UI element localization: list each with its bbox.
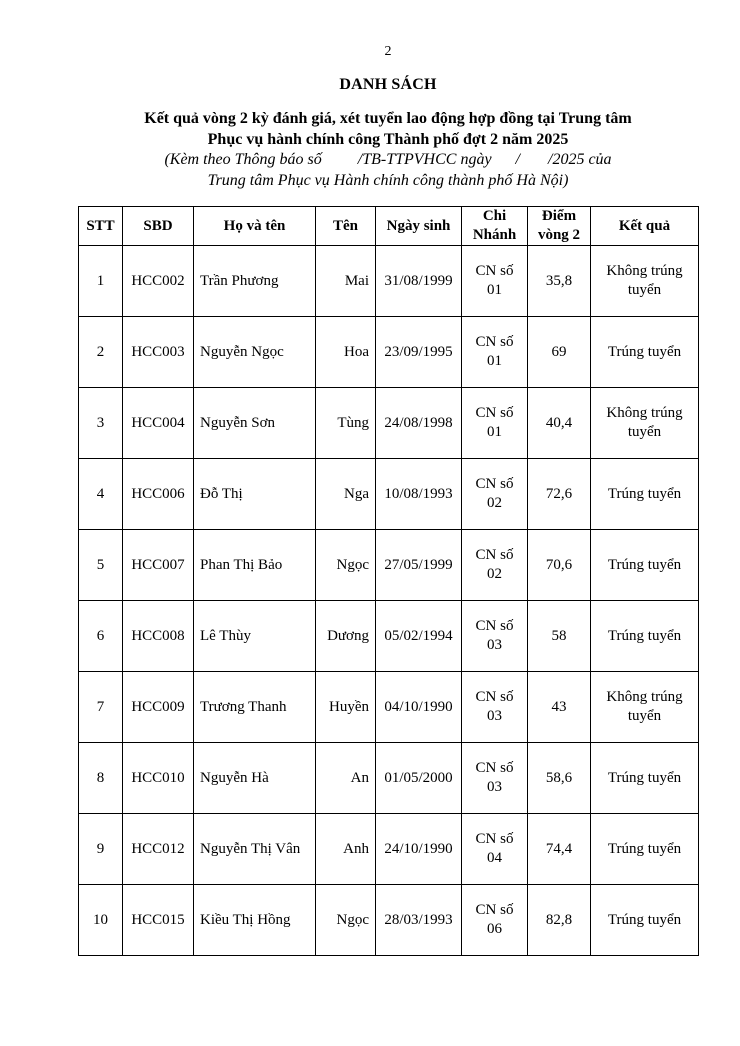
cell-sbd	[123, 601, 194, 672]
cell-chi-nhanh-text: 04	[487, 850, 502, 866]
cell-ho-va-ten	[194, 459, 316, 530]
cell-ngay-sinh-text: 31/08/1999	[384, 272, 453, 289]
cell-ngay-sinh	[376, 885, 462, 956]
cell-diem-vong-2-text: 74,4	[545, 840, 573, 857]
cell-sbd-text: HCC004	[131, 414, 185, 431]
document-subtitle	[40, 108, 736, 150]
cell-ngay-sinh	[376, 601, 462, 672]
cell-ho-va-ten	[194, 885, 316, 956]
cell-ten	[316, 885, 376, 956]
cell-chi-nhanh-text: 03	[487, 637, 502, 653]
cell-chi-nhanh-text: 02	[487, 566, 502, 582]
cell-ket-qua-text: Trúng tuyển	[607, 343, 682, 360]
document-title: DANH SÁCH	[339, 76, 437, 93]
cell-sbd-text: HCC012	[131, 840, 185, 857]
cell-ngay-sinh-text: 04/10/1990	[384, 698, 453, 715]
cell-ho-va-ten-text: Trương Thanh	[200, 698, 287, 715]
cell-ngay-sinh	[376, 388, 462, 459]
cell-ket-qua	[591, 530, 699, 601]
cell-ho-va-ten	[194, 814, 316, 885]
cell-ket-qua	[591, 317, 699, 388]
cell-chi-nhanh	[462, 246, 528, 317]
cell-chi-nhanh-text: 03	[487, 708, 502, 724]
cell-sbd-text: HCC007	[131, 556, 185, 573]
cell-stt	[79, 814, 123, 885]
cell-diem-vong-2-text: 58	[551, 627, 567, 644]
cell-sbd-text: HCC006	[131, 485, 185, 502]
cell-chi-nhanh	[462, 743, 528, 814]
header-ten: Tên	[316, 207, 376, 246]
cell-stt-text: 2	[96, 343, 105, 360]
cell-ten	[316, 601, 376, 672]
cell-chi-nhanh-text: CN số	[475, 405, 514, 421]
table-header-row	[79, 207, 699, 246]
cell-diem-vong-2	[528, 317, 591, 388]
cell-chi-nhanh-text: CN số	[475, 263, 514, 279]
cell-ngay-sinh-text: 05/02/1994	[384, 627, 453, 644]
attachment-note	[40, 149, 736, 191]
cell-ten	[316, 459, 376, 530]
table-row	[79, 317, 699, 388]
attachment-line-1: (Kèm theo Thông báo số /TB-TTPVHCC ngày / /2025 của	[164, 151, 612, 168]
cell-diem-vong-2-text: 40,4	[545, 414, 573, 431]
cell-stt-text: 9	[96, 840, 105, 857]
cell-sbd-text: HCC010	[131, 769, 185, 786]
cell-ho-va-ten	[194, 530, 316, 601]
cell-diem-vong-2-text: 35,8	[545, 272, 573, 289]
cell-sbd	[123, 317, 194, 388]
cell-ket-qua-text: tuyển	[627, 708, 662, 724]
cell-chi-nhanh-text: CN số	[475, 334, 514, 350]
cell-ket-qua	[591, 672, 699, 743]
attachment-line-2: Trung tâm Phục vụ Hành chính công thành phố Hà Nội)	[207, 172, 569, 189]
cell-stt-text: 8	[96, 769, 105, 786]
cell-ngay-sinh-text: 28/03/1993	[384, 911, 453, 928]
cell-stt	[79, 388, 123, 459]
cell-chi-nhanh	[462, 814, 528, 885]
cell-ngay-sinh-text: 10/08/1993	[384, 485, 453, 502]
cell-chi-nhanh-text: 02	[487, 495, 502, 511]
cell-diem-vong-2	[528, 743, 591, 814]
cell-ket-qua-text: tuyển	[627, 282, 662, 298]
cell-ket-qua-text: Trúng tuyển	[607, 769, 682, 786]
cell-ket-qua-text: Trúng tuyển	[607, 556, 682, 573]
cell-chi-nhanh	[462, 601, 528, 672]
header-ho-va-ten: Họ và tên	[194, 207, 316, 246]
cell-ket-qua	[591, 814, 699, 885]
cell-sbd	[123, 885, 194, 956]
header-stt: STT	[79, 207, 123, 246]
cell-chi-nhanh-text: CN số	[475, 831, 514, 847]
cell-ho-va-ten	[194, 246, 316, 317]
cell-ten-text: Anh	[343, 840, 369, 857]
cell-ngay-sinh	[376, 530, 462, 601]
cell-chi-nhanh	[462, 885, 528, 956]
results-table	[78, 206, 699, 956]
cell-sbd-text: HCC008	[131, 627, 185, 644]
cell-chi-nhanh-text: 06	[487, 921, 502, 937]
cell-sbd-text: HCC002	[131, 272, 185, 289]
cell-sbd-text: HCC015	[131, 911, 185, 928]
cell-ngay-sinh-text: 01/05/2000	[384, 769, 453, 786]
cell-ket-qua	[591, 388, 699, 459]
cell-sbd	[123, 743, 194, 814]
cell-ho-va-ten	[194, 317, 316, 388]
cell-stt-text: 10	[93, 911, 108, 928]
cell-ho-va-ten-text: Lê Thùy	[200, 627, 251, 644]
cell-sbd-text: HCC009	[131, 698, 185, 715]
cell-stt	[79, 317, 123, 388]
cell-stt-text: 7	[96, 698, 105, 715]
cell-stt-text: 4	[96, 485, 105, 502]
cell-ket-qua-text: Trúng tuyển	[607, 840, 682, 857]
cell-diem-vong-2	[528, 246, 591, 317]
cell-chi-nhanh	[462, 530, 528, 601]
cell-ho-va-ten-text: Nguyễn Sơn	[200, 414, 276, 431]
cell-ho-va-ten-text: Trần Phương	[200, 272, 279, 289]
cell-diem-vong-2	[528, 672, 591, 743]
cell-sbd	[123, 459, 194, 530]
cell-diem-vong-2-text: 70,6	[545, 556, 573, 573]
cell-ket-qua-text: Trúng tuyển	[607, 911, 682, 928]
cell-stt	[79, 246, 123, 317]
cell-diem-vong-2	[528, 601, 591, 672]
cell-ket-qua	[591, 743, 699, 814]
cell-ho-va-ten	[194, 672, 316, 743]
cell-chi-nhanh-text: 01	[487, 424, 502, 440]
cell-stt	[79, 743, 123, 814]
cell-diem-vong-2-text: 69	[551, 343, 567, 360]
cell-ket-qua-text: Trúng tuyển	[607, 485, 682, 502]
cell-diem-vong-2	[528, 885, 591, 956]
cell-chi-nhanh-text: 03	[487, 779, 502, 795]
cell-ket-qua-text: Trúng tuyển	[607, 627, 682, 644]
cell-ten-text: Dương	[327, 627, 369, 644]
cell-ho-va-ten-text: Nguyễn Ngọc	[200, 343, 284, 360]
cell-stt-text: 3	[96, 414, 105, 431]
cell-chi-nhanh-text: CN số	[475, 760, 514, 776]
cell-ten-text: Hoa	[344, 343, 369, 360]
header-diem-line-1: Điểm	[541, 208, 577, 224]
table-row	[79, 672, 699, 743]
cell-ten	[316, 743, 376, 814]
cell-ten-text: Tùng	[337, 414, 369, 431]
cell-chi-nhanh-text: CN số	[475, 689, 514, 705]
cell-ngay-sinh-text: 24/10/1990	[384, 840, 453, 857]
cell-ket-qua	[591, 246, 699, 317]
cell-ho-va-ten-text: Nguyễn Thị Vân	[200, 840, 301, 857]
cell-chi-nhanh-text: CN số	[475, 476, 514, 492]
cell-chi-nhanh-text: CN số	[475, 547, 514, 563]
cell-ngay-sinh	[376, 814, 462, 885]
cell-ket-qua-text: Không trúng	[606, 689, 683, 705]
cell-ket-qua-text: tuyển	[627, 424, 662, 440]
cell-chi-nhanh	[462, 317, 528, 388]
table-row	[79, 743, 699, 814]
header-sbd: SBD	[123, 207, 194, 246]
header-diem-line-2: vòng 2	[537, 227, 581, 243]
cell-stt-text: 5	[96, 556, 105, 573]
cell-stt-text: 1	[96, 272, 105, 289]
table-row	[79, 530, 699, 601]
header-ngay-sinh: Ngày sinh	[376, 207, 462, 246]
results-table-body	[79, 246, 699, 956]
cell-ho-va-ten	[194, 601, 316, 672]
cell-ngay-sinh	[376, 246, 462, 317]
cell-ten	[316, 672, 376, 743]
cell-diem-vong-2-text: 82,8	[545, 911, 573, 928]
table-row	[79, 601, 699, 672]
cell-sbd	[123, 246, 194, 317]
cell-ngay-sinh-text: 24/08/1998	[384, 414, 453, 431]
cell-sbd	[123, 672, 194, 743]
cell-stt	[79, 601, 123, 672]
subtitle-line-1: Kết quả vòng 2 kỳ đánh giá, xét tuyển lao động hợp đồng tại Trung tâm	[144, 110, 632, 127]
cell-ket-qua	[591, 459, 699, 530]
cell-diem-vong-2	[528, 388, 591, 459]
cell-ten-text: Nga	[344, 485, 369, 502]
cell-chi-nhanh-text: CN số	[475, 902, 514, 918]
cell-diem-vong-2-text: 43	[551, 698, 567, 715]
cell-ten	[316, 317, 376, 388]
cell-ten	[316, 246, 376, 317]
cell-ngay-sinh	[376, 672, 462, 743]
cell-sbd	[123, 388, 194, 459]
subtitle-line-2: Phục vụ hành chính công Thành phố đợt 2 năm 2025	[207, 131, 569, 148]
cell-diem-vong-2-text: 72,6	[545, 485, 573, 502]
cell-ten	[316, 814, 376, 885]
cell-diem-vong-2	[528, 814, 591, 885]
cell-sbd	[123, 814, 194, 885]
cell-ho-va-ten-text: Phan Thị Bảo	[200, 556, 283, 573]
cell-chi-nhanh-text: 01	[487, 282, 502, 298]
table-row	[79, 814, 699, 885]
cell-ten	[316, 530, 376, 601]
cell-ngay-sinh	[376, 317, 462, 388]
cell-ten-text: Ngọc	[336, 911, 369, 928]
cell-diem-vong-2-text: 58,6	[545, 769, 573, 786]
header-diem-vong-2	[528, 207, 591, 246]
cell-sbd-text: HCC003	[131, 343, 185, 360]
cell-ten-text: An	[350, 769, 369, 786]
cell-stt	[79, 530, 123, 601]
cell-ho-va-ten-text: Kiều Thị Hồng	[200, 911, 291, 928]
cell-ho-va-ten	[194, 743, 316, 814]
cell-stt	[79, 672, 123, 743]
cell-ten-text: Ngọc	[336, 556, 369, 573]
header-ket-qua: Kết quả	[591, 207, 699, 246]
cell-sbd	[123, 530, 194, 601]
cell-ngay-sinh	[376, 743, 462, 814]
table-row	[79, 459, 699, 530]
cell-diem-vong-2	[528, 530, 591, 601]
header-chi-nhanh	[462, 207, 528, 246]
header-chi-nhanh-line-2: Nhánh	[472, 227, 517, 243]
cell-ten	[316, 388, 376, 459]
cell-diem-vong-2	[528, 459, 591, 530]
cell-ket-qua	[591, 601, 699, 672]
cell-ho-va-ten-text: Nguyễn Hà	[200, 769, 269, 786]
cell-ngay-sinh	[376, 459, 462, 530]
header-chi-nhanh-line-1: Chi	[482, 208, 507, 224]
cell-ket-qua	[591, 885, 699, 956]
cell-chi-nhanh-text: CN số	[475, 618, 514, 634]
table-row	[79, 885, 699, 956]
cell-stt-text: 6	[96, 627, 105, 644]
cell-ho-va-ten	[194, 388, 316, 459]
cell-chi-nhanh	[462, 672, 528, 743]
cell-ngay-sinh-text: 27/05/1999	[384, 556, 453, 573]
page-number: 2	[384, 44, 392, 59]
cell-ket-qua-text: Không trúng	[606, 405, 683, 421]
cell-ten-text: Mai	[344, 272, 369, 289]
cell-chi-nhanh	[462, 388, 528, 459]
cell-chi-nhanh	[462, 459, 528, 530]
cell-chi-nhanh-text: 01	[487, 353, 502, 369]
cell-ngay-sinh-text: 23/09/1995	[384, 343, 453, 360]
cell-ten-text: Huyền	[329, 698, 369, 715]
table-row	[79, 388, 699, 459]
cell-stt	[79, 459, 123, 530]
table-row	[79, 246, 699, 317]
cell-ho-va-ten-text: Đỗ Thị	[200, 485, 243, 502]
cell-stt	[79, 885, 123, 956]
cell-ket-qua-text: Không trúng	[606, 263, 683, 279]
